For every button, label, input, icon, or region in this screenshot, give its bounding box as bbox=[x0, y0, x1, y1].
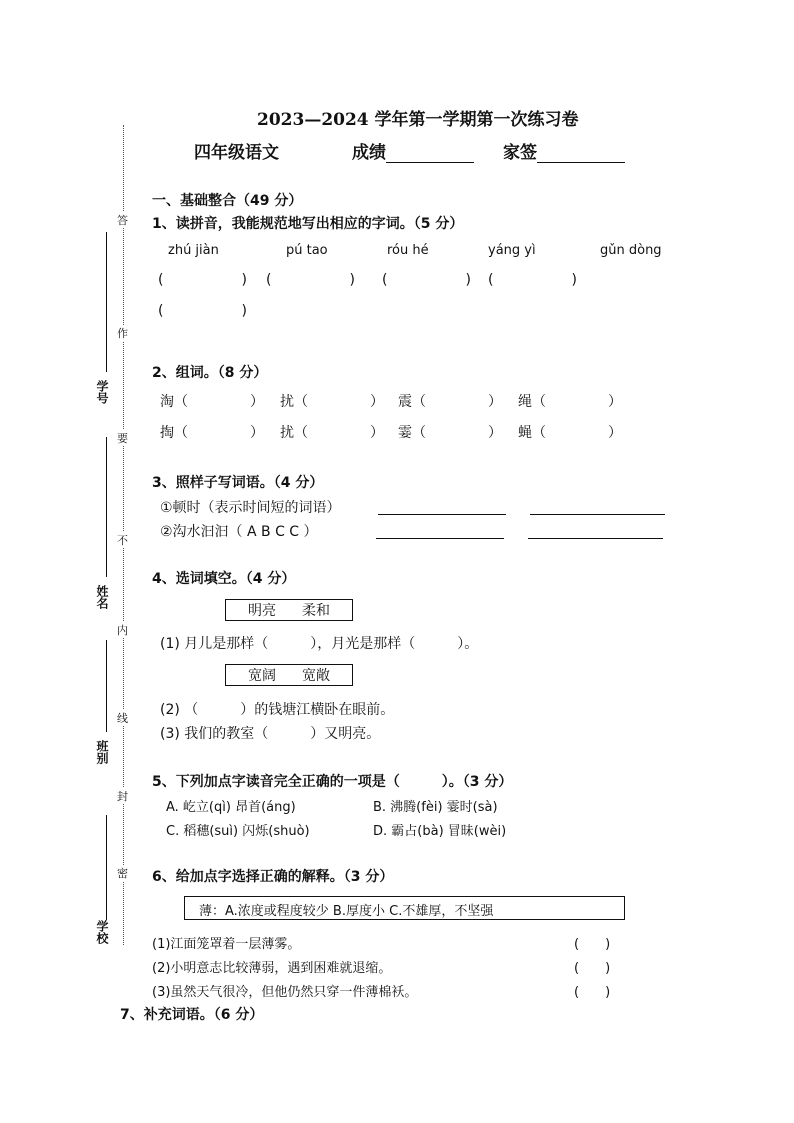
parent-sign-label: 家签 bbox=[503, 143, 537, 163]
pinyin-3: róu hé bbox=[387, 243, 429, 258]
option-a[interactable]: A. 屹立(qì) 昂首(áng) bbox=[166, 800, 296, 815]
class-label: 班别 bbox=[95, 740, 109, 764]
option-c[interactable]: C. 稻穗(suì) 闪烁(shuò) bbox=[166, 824, 310, 839]
margin-char: 作 bbox=[117, 327, 128, 340]
word-option: 明亮 bbox=[248, 603, 276, 619]
answer-blank-3[interactable]: ( ) bbox=[382, 272, 471, 288]
word-blank[interactable]: 震（ ） bbox=[398, 394, 502, 410]
q6-sentence-3: (3)虽然天气很冷，但他仍然只穿一件薄棉袄。 bbox=[152, 985, 418, 1000]
q3-answer-line[interactable] bbox=[528, 538, 663, 539]
margin-char: 封 bbox=[117, 790, 128, 803]
q5-title: 5、下列加点字读音完全正确的一项是（ ）。（3 分） bbox=[152, 774, 513, 790]
q6-sentence-2: (2)小明意志比较薄弱，遇到困难就退缩。 bbox=[152, 961, 392, 976]
answer-blank-4[interactable]: ( ) bbox=[488, 272, 577, 288]
q2-title: 2、组词。（8 分） bbox=[152, 365, 268, 381]
pinyin-1: zhú jiàn bbox=[168, 243, 219, 258]
word-option: 宽敞 bbox=[302, 668, 330, 684]
q6-answer-3[interactable]: ( ) bbox=[574, 985, 611, 1000]
page-title: 2023—2024 学年第一学期第一次练习卷 bbox=[257, 110, 579, 130]
word-blank[interactable]: 蝇（ ） bbox=[518, 425, 622, 441]
score-label: 成绩 bbox=[352, 143, 386, 163]
q3-answer-line[interactable] bbox=[376, 538, 504, 539]
q6-sentence-1: (1)江面笼罩着一层薄雾。 bbox=[152, 937, 301, 952]
q3-answer-line[interactable] bbox=[530, 514, 665, 515]
q4-sentence-3: (3) 我们的教室（ ）又明亮。 bbox=[160, 726, 381, 742]
score-field[interactable] bbox=[352, 138, 474, 163]
word-blank[interactable]: 霎（ ） bbox=[398, 425, 502, 441]
q3-item-2: ②沟水汩汩（ A B C C ） bbox=[160, 524, 318, 540]
school-line[interactable] bbox=[106, 815, 107, 920]
q6-answer-2[interactable]: ( ) bbox=[574, 961, 611, 976]
margin-char: 要 bbox=[117, 432, 128, 445]
word-blank[interactable]: 扰（ ） bbox=[280, 425, 384, 441]
answer-blank-1[interactable]: ( ) bbox=[158, 272, 247, 288]
q4-sentence-2: (2) （ ）的钱塘江横卧在眼前。 bbox=[160, 702, 395, 718]
word-choice-box-1 bbox=[225, 599, 353, 621]
definition-box: 薄：A.浓度或程度较少 B.厚度小 C.不雄厚，不坚强 bbox=[184, 896, 625, 920]
word-choice-box-2 bbox=[225, 664, 353, 686]
part1-title: 一、基础整合（49 分） bbox=[152, 193, 303, 209]
school-label: 学校 bbox=[95, 920, 109, 944]
margin-char: 答 bbox=[117, 214, 128, 227]
q4-sentence-1: (1) 月儿是那样（ ），月光是那样（ ）。 bbox=[160, 636, 479, 652]
word-blank[interactable]: 扰（ ） bbox=[280, 394, 384, 410]
word-blank[interactable]: 绳（ ） bbox=[518, 394, 622, 410]
q6-title: 6、给加点字选择正确的解释。（3 分） bbox=[152, 869, 394, 885]
answer-blank-2[interactable]: ( ) bbox=[266, 272, 355, 288]
grade-label: 四年级语文 bbox=[194, 143, 279, 163]
word-blank[interactable]: 掏（ ） bbox=[160, 425, 264, 441]
student-name-line[interactable] bbox=[106, 437, 107, 577]
margin-char: 线 bbox=[117, 712, 128, 725]
q3-title: 3、照样子写词语。（4 分） bbox=[152, 475, 324, 491]
q7-title: 7、补充词语。（6 分） bbox=[120, 1007, 264, 1023]
q3-answer-line[interactable] bbox=[378, 514, 506, 515]
pinyin-4: yáng yì bbox=[488, 243, 536, 258]
margin-char: 内 bbox=[117, 624, 128, 637]
q3-item-1: ①顿时（表示时间短的词语） bbox=[160, 500, 341, 516]
pinyin-2: pú tao bbox=[286, 243, 328, 258]
student-name-label: 姓名 bbox=[95, 585, 109, 609]
word-blank[interactable]: 淘（ ） bbox=[160, 394, 264, 410]
q1-title: 1、读拼音，我能规范地写出相应的字词。（5 分） bbox=[152, 216, 464, 232]
word-option: 柔和 bbox=[302, 603, 330, 619]
parent-sign-field[interactable] bbox=[503, 138, 625, 163]
answer-blank-5[interactable]: ( ) bbox=[158, 303, 247, 319]
word-option: 宽阔 bbox=[248, 668, 276, 684]
pinyin-5: gǔn dòng bbox=[600, 243, 662, 258]
option-b[interactable]: B. 沸腾(fèi) 霎时(sà) bbox=[373, 800, 498, 815]
q4-title: 4、选词填空。（4 分） bbox=[152, 571, 296, 587]
q6-answer-1[interactable]: ( ) bbox=[574, 937, 611, 952]
margin-char: 密 bbox=[117, 867, 128, 880]
option-d[interactable]: D. 霸占(bà) 冒昧(wèi) bbox=[373, 824, 507, 839]
student-number-label: 学号 bbox=[95, 380, 109, 404]
margin-char: 不 bbox=[117, 534, 128, 547]
student-number-line[interactable] bbox=[106, 232, 107, 372]
class-line[interactable] bbox=[106, 640, 107, 732]
